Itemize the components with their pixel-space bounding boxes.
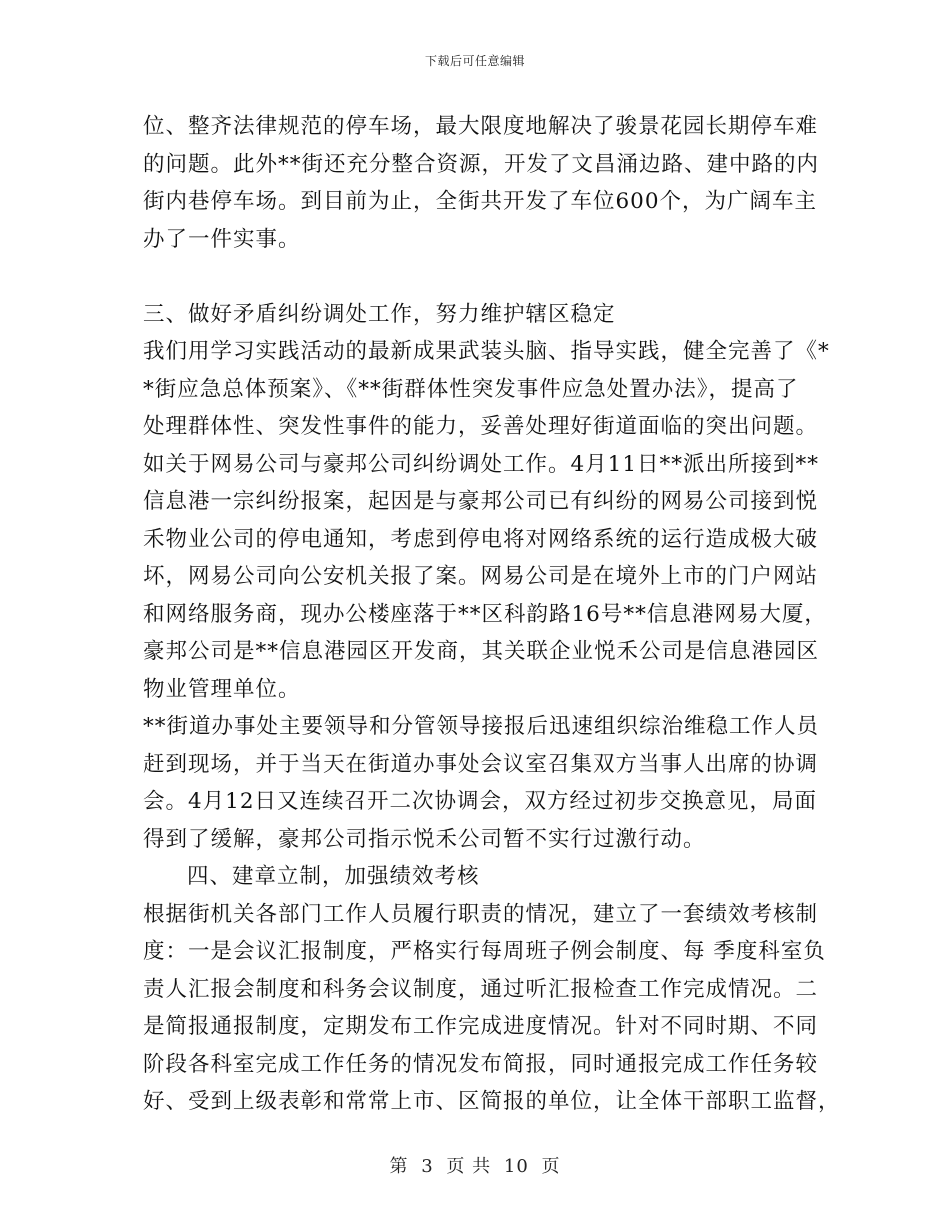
text-line: 根据街机关各部门工作人员履行职责的情况，建立了一套绩效考核制 bbox=[143, 901, 819, 927]
text-line: **街道办事处主要领导和分管领导接报后迅速组织综治维稳工作人员 bbox=[143, 714, 820, 739]
text-line: 豪邦公司是**信息港园区开发商，其关联企业悦禾公司是信息港园区 bbox=[143, 639, 820, 664]
footer-prefix: 第 bbox=[389, 1156, 409, 1177]
text-line: 的问题。此外**街还充分整合资源，开发了文昌涌边路、建中路的内 bbox=[143, 151, 820, 177]
document-body bbox=[143, 108, 841, 1121]
text-line: 信息港一宗纠纷报案，起因是与豪邦公司已有纠纷的网易公司接到悦 bbox=[143, 489, 819, 514]
text-line: 禾物业公司的停电通知，考虑到停电将对网络系统的运行造成极大破 bbox=[143, 526, 819, 552]
text-line: 处理群体性、突发性事件的能力，妥善处理好街道面临的突出问题。 bbox=[143, 414, 819, 439]
paragraph bbox=[143, 708, 820, 858]
header-note: 下载后可任意编辑 bbox=[424, 54, 525, 68]
text-line: 街内巷停车场。到目前为止，全街共开发了车位600个，为广阔车主 bbox=[143, 189, 818, 214]
text-line: 赶到现场，并于当天在街道办事处会议室召集双方当事人出席的协调 bbox=[143, 751, 819, 777]
text-line: 办了一件实事。 bbox=[143, 226, 301, 252]
text-line: 会。4月12日又连续召开二次协调会，双方经过初步交换意见，局面 bbox=[143, 789, 818, 814]
blank-line bbox=[143, 258, 805, 296]
text-line: 责人汇报会制度和科务会议制度，通过听汇报检查工作完成情况。二 bbox=[143, 976, 819, 1002]
paragraph bbox=[143, 296, 830, 709]
section-heading: 四、建章立制，加强绩效考核 bbox=[187, 864, 480, 889]
text-line: 物业管理单位。 bbox=[143, 676, 301, 702]
text-line: 好、受到上级表彰和常常上市、区简报的单位，让全体干部职工监督， bbox=[143, 1089, 841, 1114]
text-line: 我们用学习实践活动的最新成果武装头脑、指导实践，健全完善了《* bbox=[143, 339, 830, 364]
text-line: 和网络服务商，现办公楼座落于**区科韵路16号**信息港网易大厦， bbox=[143, 601, 827, 627]
text-line: 坏，网易公司向公安机关报了案。网易公司是在境外上市的门户网站 bbox=[143, 564, 819, 589]
current-page-number: 3 bbox=[421, 1156, 434, 1177]
text-line: 得到了缓解，豪邦公司指示悦禾公司暂不实行过激行动。 bbox=[143, 826, 706, 852]
page-footer bbox=[0, 1152, 950, 1178]
text-line: 如关于网易公司与豪邦公司纠纷调处工作。4月11日**派出所接到** bbox=[143, 451, 820, 477]
paragraph bbox=[143, 108, 820, 258]
text-line: 是简报通报制度，定期发布工作完成进度情况。针对不同时期、不同 bbox=[143, 1014, 819, 1039]
paragraph bbox=[143, 858, 841, 1121]
section-heading: 三、做好矛盾纠纷调处工作，努力维护辖区稳定 bbox=[143, 301, 616, 327]
text-line: 位、整齐法律规范的停车场，最大限度地解决了骏景花园长期停车难 bbox=[143, 114, 819, 139]
text-line: *街应急总体预案》、《**街群体性突发事件应急处置办法》，提高了 bbox=[143, 376, 799, 402]
total-page-count: 10 bbox=[503, 1156, 529, 1177]
footer-middle: 页 共 bbox=[446, 1156, 492, 1177]
text-line: 阶段各科室完成工作任务的情况发布简报，同时通报完成工作任务较 bbox=[143, 1051, 819, 1077]
text-line: 度：一是会议汇报制度，严格实行每周班子例会制度、每 季度科室负 bbox=[143, 939, 826, 964]
footer-suffix: 页 bbox=[541, 1156, 561, 1177]
